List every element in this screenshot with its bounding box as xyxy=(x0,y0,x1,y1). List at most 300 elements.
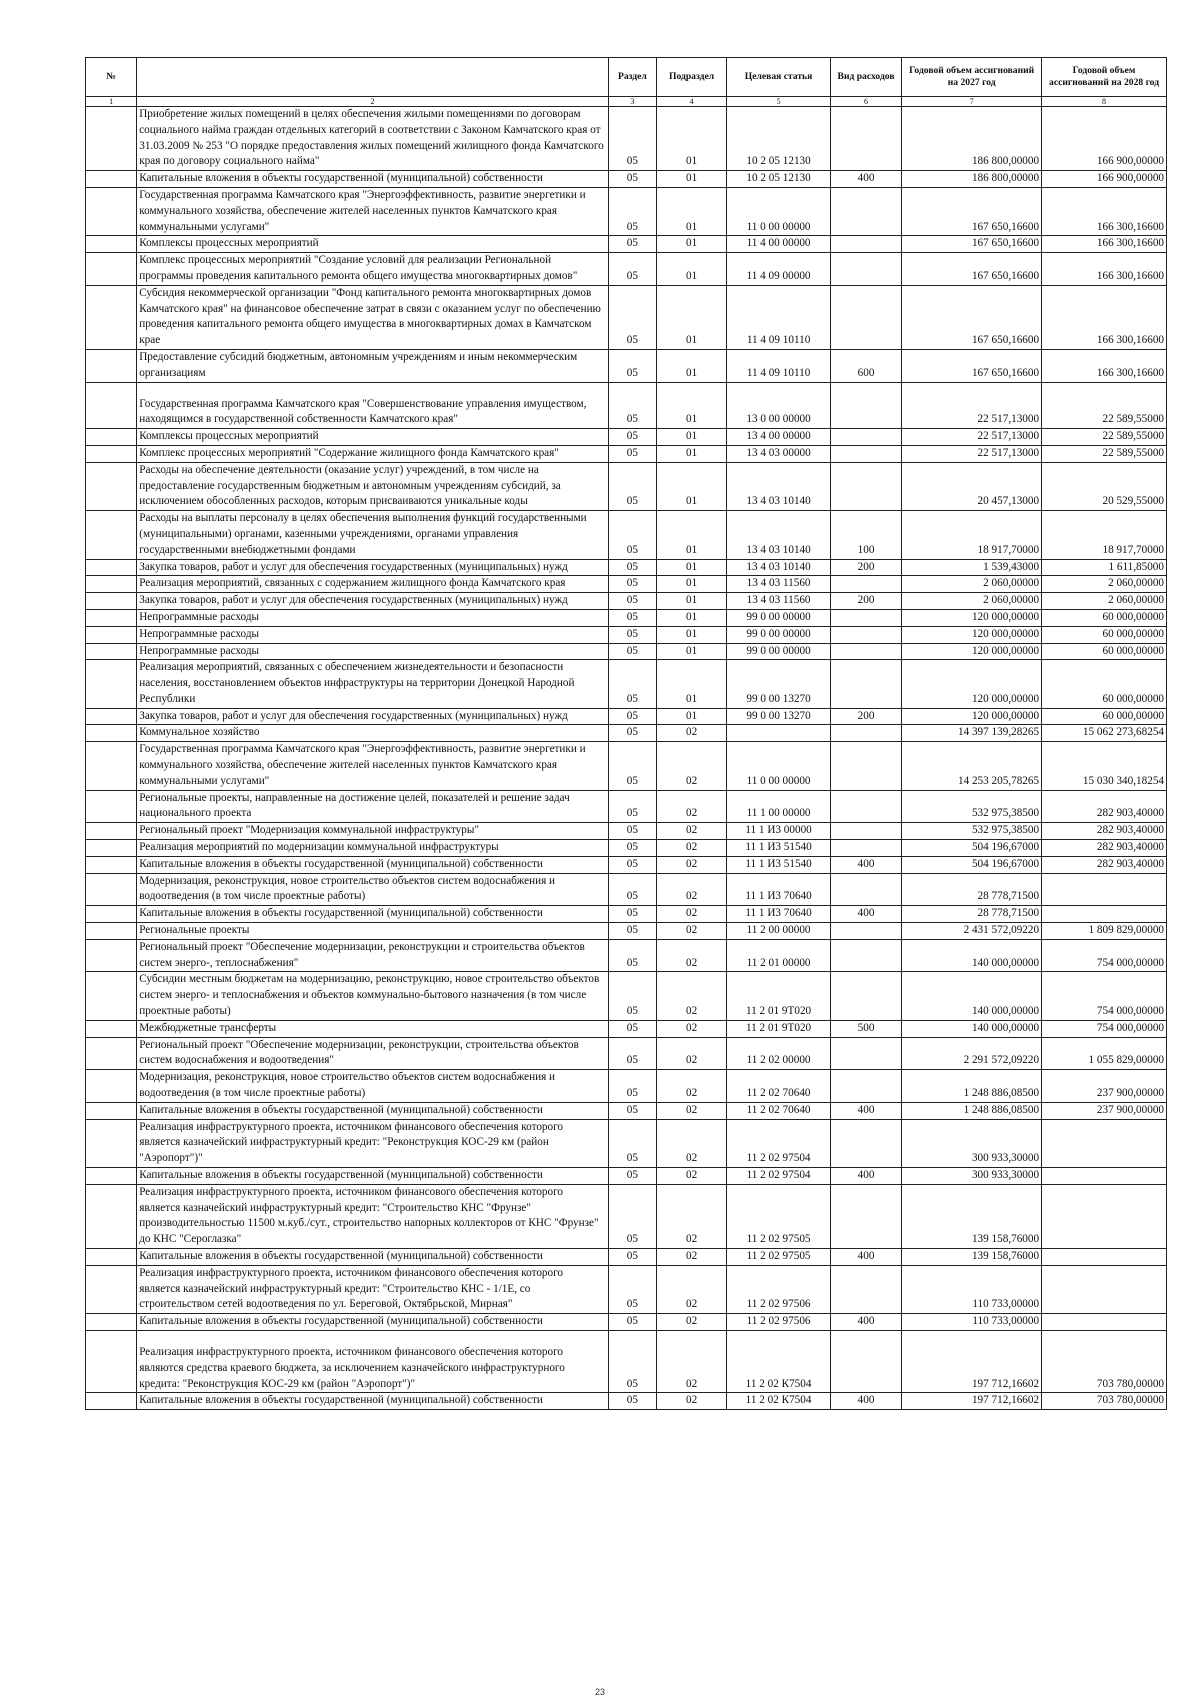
row-podrazdel-cell: 02 xyxy=(656,1119,726,1167)
row-target-cell: 13 4 03 10140 xyxy=(727,511,831,559)
row-2028-cell: 282 903,40000 xyxy=(1042,823,1167,840)
row-vid-cell xyxy=(830,626,901,643)
row-2028-cell: 15 030 340,18254 xyxy=(1042,742,1167,790)
table-row xyxy=(86,462,1167,510)
row-podrazdel-cell: 02 xyxy=(656,1330,726,1392)
row-razdel-cell: 05 xyxy=(608,873,656,906)
row-podrazdel-cell: 01 xyxy=(656,285,726,349)
row-2027-cell: 28 778,71500 xyxy=(902,873,1042,906)
row-target-cell: 11 2 02 70640 xyxy=(727,1070,831,1103)
row-target-cell: 13 0 00 00000 xyxy=(727,382,831,429)
row-2027-cell: 139 158,76000 xyxy=(902,1248,1042,1265)
row-2027-cell: 120 000,00000 xyxy=(902,660,1042,708)
row-razdel-cell: 05 xyxy=(608,742,656,790)
row-2028-cell: 237 900,00000 xyxy=(1042,1070,1167,1103)
row-number-cell xyxy=(86,1119,137,1167)
row-2028-cell: 166 300,16600 xyxy=(1042,285,1167,349)
row-number-cell xyxy=(86,660,137,708)
table-row xyxy=(86,873,1167,906)
row-target-cell: 13 4 00 00000 xyxy=(727,429,831,446)
col-number: 4 xyxy=(656,97,726,107)
row-podrazdel-cell: 01 xyxy=(656,253,726,286)
row-2027-cell: 167 650,16600 xyxy=(902,253,1042,286)
row-name-cell: Модернизация, реконструкция, новое строительство объектов систем водоснабжения и водоотведения (в том числе проектные работы) xyxy=(137,1070,609,1103)
row-2028-cell xyxy=(1042,1265,1167,1313)
row-target-cell: 13 4 03 10140 xyxy=(727,462,831,510)
row-podrazdel-cell: 01 xyxy=(656,187,726,235)
row-razdel-cell: 05 xyxy=(608,643,656,660)
row-razdel-cell: 05 xyxy=(608,1265,656,1313)
row-number-cell xyxy=(86,972,137,1020)
row-podrazdel-cell: 01 xyxy=(656,107,726,171)
table-row xyxy=(86,972,1167,1020)
row-target-cell: 99 0 00 13270 xyxy=(727,660,831,708)
row-2027-cell: 167 650,16600 xyxy=(902,187,1042,235)
row-podrazdel-cell: 01 xyxy=(656,511,726,559)
row-number-cell xyxy=(86,1020,137,1037)
row-podrazdel-cell: 02 xyxy=(656,1248,726,1265)
row-podrazdel-cell: 02 xyxy=(656,1168,726,1185)
row-2028-cell: 60 000,00000 xyxy=(1042,660,1167,708)
row-razdel-cell: 05 xyxy=(608,708,656,725)
row-2028-cell xyxy=(1042,906,1167,923)
row-2027-cell: 167 650,16600 xyxy=(902,236,1042,253)
row-razdel-cell: 05 xyxy=(608,1119,656,1167)
row-name-cell: Реализация мероприятий по модернизации коммунальной инфраструктуры xyxy=(137,840,609,857)
row-vid-cell xyxy=(830,1070,901,1103)
row-number-cell xyxy=(86,708,137,725)
row-razdel-cell: 05 xyxy=(608,1070,656,1103)
row-razdel-cell: 05 xyxy=(608,349,656,382)
row-target-cell xyxy=(727,725,831,742)
row-name-cell: Реализация мероприятий, связанных с содержанием жилищного фонда Камчатского края xyxy=(137,576,609,593)
row-2028-cell: 166 300,16600 xyxy=(1042,236,1167,253)
row-number-cell xyxy=(86,873,137,906)
table-row xyxy=(86,856,1167,873)
row-2027-cell: 197 712,16602 xyxy=(902,1393,1042,1410)
row-2028-cell: 166 300,16600 xyxy=(1042,349,1167,382)
row-vid-cell xyxy=(830,382,901,429)
table-row xyxy=(86,1265,1167,1313)
row-podrazdel-cell: 02 xyxy=(656,906,726,923)
row-podrazdel-cell: 02 xyxy=(656,1393,726,1410)
row-podrazdel-cell: 01 xyxy=(656,593,726,610)
row-name-cell: Закупка товаров, работ и услуг для обеспечения государственных (муниципальных) нужд xyxy=(137,593,609,610)
row-name-cell: Расходы на выплаты персоналу в целях обеспечения выполнения функций государственными (муниципальными) органами, казенными учреждениями, органами управления государственными внебюджетными фондами xyxy=(137,511,609,559)
row-target-cell: 11 2 01 00000 xyxy=(727,939,831,972)
row-vid-cell xyxy=(830,576,901,593)
row-number-cell xyxy=(86,742,137,790)
row-target-cell: 11 2 01 9Т020 xyxy=(727,1020,831,1037)
row-2028-cell: 1 809 829,00000 xyxy=(1042,923,1167,940)
table-row xyxy=(86,708,1167,725)
row-name-cell: Субсидии местным бюджетам на модернизацию, реконструкцию, новое строительство объектов систем энерго- и теплоснабжения и объектов коммунально-бытового назначения (в том числе проектные работы) xyxy=(137,972,609,1020)
row-2028-cell: 1 055 829,00000 xyxy=(1042,1037,1167,1070)
col-number: 2 xyxy=(137,97,609,107)
table-row xyxy=(86,790,1167,823)
row-name-cell: Межбюджетные трансферты xyxy=(137,1020,609,1037)
row-vid-cell xyxy=(830,742,901,790)
table-row xyxy=(86,725,1167,742)
row-vid-cell xyxy=(830,1184,901,1248)
table-row xyxy=(86,285,1167,349)
header-podrazdel: Подраздел xyxy=(656,58,726,97)
table-row xyxy=(86,1248,1167,1265)
table-row xyxy=(86,171,1167,188)
row-podrazdel-cell: 02 xyxy=(656,1102,726,1119)
row-number-cell xyxy=(86,856,137,873)
row-2028-cell: 60 000,00000 xyxy=(1042,609,1167,626)
row-2028-cell xyxy=(1042,1119,1167,1167)
row-podrazdel-cell: 01 xyxy=(656,429,726,446)
row-vid-cell: 200 xyxy=(830,593,901,610)
row-2027-cell: 110 733,00000 xyxy=(902,1314,1042,1331)
row-number-cell xyxy=(86,1184,137,1248)
row-2027-cell: 120 000,00000 xyxy=(902,643,1042,660)
row-target-cell: 13 4 03 10140 xyxy=(727,559,831,576)
row-name-cell: Непрограммные расходы xyxy=(137,609,609,626)
row-vid-cell: 400 xyxy=(830,171,901,188)
row-target-cell: 99 0 00 00000 xyxy=(727,626,831,643)
row-razdel-cell: 05 xyxy=(608,382,656,429)
row-2027-cell: 120 000,00000 xyxy=(902,708,1042,725)
row-target-cell: 13 4 03 11560 xyxy=(727,593,831,610)
header-vid: Вид расходов xyxy=(830,58,901,97)
row-2028-cell: 1 611,85000 xyxy=(1042,559,1167,576)
row-razdel-cell: 05 xyxy=(608,171,656,188)
row-vid-cell xyxy=(830,660,901,708)
row-podrazdel-cell: 02 xyxy=(656,856,726,873)
row-vid-cell: 400 xyxy=(830,1248,901,1265)
table-row xyxy=(86,253,1167,286)
row-vid-cell xyxy=(830,429,901,446)
header-target: Целевая статья xyxy=(727,58,831,97)
row-number-cell xyxy=(86,643,137,660)
budget-table-sheet xyxy=(85,57,1167,1410)
row-number-cell xyxy=(86,429,137,446)
row-2028-cell: 237 900,00000 xyxy=(1042,1102,1167,1119)
row-2027-cell: 2 060,00000 xyxy=(902,593,1042,610)
row-2028-cell: 22 589,55000 xyxy=(1042,429,1167,446)
row-target-cell: 11 2 00 00000 xyxy=(727,923,831,940)
row-2027-cell: 140 000,00000 xyxy=(902,1020,1042,1037)
row-target-cell: 11 2 02 97506 xyxy=(727,1265,831,1313)
row-vid-cell xyxy=(830,107,901,171)
row-podrazdel-cell: 02 xyxy=(656,1314,726,1331)
row-number-cell xyxy=(86,1102,137,1119)
row-razdel-cell: 05 xyxy=(608,187,656,235)
row-target-cell: 11 4 09 00000 xyxy=(727,253,831,286)
row-name-cell: Капитальные вложения в объекты государственной (муниципальной) собственности xyxy=(137,1248,609,1265)
row-target-cell: 11 2 02 97504 xyxy=(727,1168,831,1185)
row-razdel-cell: 05 xyxy=(608,576,656,593)
row-2028-cell: 22 589,55000 xyxy=(1042,445,1167,462)
table-row xyxy=(86,187,1167,235)
row-name-cell: Субсидия некоммерческой организации "Фонд капитального ремонта многоквартирных домов Камчатского края" на финансовое обеспечение затрат в связи с оказанием услуг по обеспечению проведения капитального ремонта общего имущества в многоквартирных домах в Камчатском крае xyxy=(137,285,609,349)
row-podrazdel-cell: 01 xyxy=(656,576,726,593)
row-target-cell: 11 2 02 97505 xyxy=(727,1184,831,1248)
row-razdel-cell: 05 xyxy=(608,1314,656,1331)
row-number-cell xyxy=(86,107,137,171)
row-2028-cell: 282 903,40000 xyxy=(1042,790,1167,823)
row-target-cell: 99 0 00 13270 xyxy=(727,708,831,725)
row-2027-cell: 22 517,13000 xyxy=(902,445,1042,462)
row-target-cell: 11 4 00 00000 xyxy=(727,236,831,253)
row-name-cell: Закупка товаров, работ и услуг для обеспечения государственных (муниципальных) нужд xyxy=(137,708,609,725)
row-razdel-cell: 05 xyxy=(608,236,656,253)
row-podrazdel-cell: 02 xyxy=(656,939,726,972)
row-number-cell xyxy=(86,511,137,559)
header-name xyxy=(137,58,609,97)
row-2027-cell: 532 975,38500 xyxy=(902,790,1042,823)
row-number-cell xyxy=(86,236,137,253)
row-name-cell: Реализация инфраструктурного проекта, источником финансового обеспечения которого является казначейский инфраструктурный кредит: "Строительство КНС "Фрунзе" производительностью 11500 м.куб./сут., строительство напорных коллекторов от КНС "Фрунзе" до КНС "Сероглазка" xyxy=(137,1184,609,1248)
row-2027-cell: 120 000,00000 xyxy=(902,609,1042,626)
row-2027-cell: 167 650,16600 xyxy=(902,285,1042,349)
row-2028-cell xyxy=(1042,1184,1167,1248)
row-vid-cell xyxy=(830,643,901,660)
row-number-cell xyxy=(86,1265,137,1313)
table-row xyxy=(86,923,1167,940)
row-number-cell xyxy=(86,1070,137,1103)
row-name-cell: Реализация инфраструктурного проекта, источником финансового обеспечения которого являются средства краевого бюджета, за исключением казначейского инфраструктурного кредита: "Реконструкция КОС-29 км (район "Аэропорт")" xyxy=(137,1330,609,1392)
column-number-row xyxy=(86,97,1167,107)
row-2028-cell: 60 000,00000 xyxy=(1042,643,1167,660)
col-number: 6 xyxy=(830,97,901,107)
row-name-cell: Реализация мероприятий, связанных с обеспечением жизнедеятельности и безопасности населения, восстановлением объектов инфраструктуры на территории Донецкой Народной Республики xyxy=(137,660,609,708)
row-number-cell xyxy=(86,382,137,429)
row-2028-cell: 703 780,00000 xyxy=(1042,1393,1167,1410)
row-vid-cell xyxy=(830,1265,901,1313)
row-podrazdel-cell: 01 xyxy=(656,349,726,382)
row-vid-cell: 400 xyxy=(830,1314,901,1331)
table-row xyxy=(86,445,1167,462)
row-number-cell xyxy=(86,823,137,840)
row-razdel-cell: 05 xyxy=(608,593,656,610)
row-razdel-cell: 05 xyxy=(608,923,656,940)
row-number-cell xyxy=(86,285,137,349)
row-target-cell: 13 4 03 11560 xyxy=(727,576,831,593)
table-row xyxy=(86,1119,1167,1167)
row-razdel-cell: 05 xyxy=(608,559,656,576)
row-vid-cell: 400 xyxy=(830,1102,901,1119)
row-podrazdel-cell: 01 xyxy=(656,236,726,253)
row-razdel-cell: 05 xyxy=(608,253,656,286)
row-number-cell xyxy=(86,1314,137,1331)
table-row xyxy=(86,382,1167,429)
col-number: 5 xyxy=(727,97,831,107)
col-number: 3 xyxy=(608,97,656,107)
row-podrazdel-cell: 01 xyxy=(656,643,726,660)
row-2028-cell: 18 917,70000 xyxy=(1042,511,1167,559)
row-name-cell: Капитальные вложения в объекты государственной (муниципальной) собственности xyxy=(137,171,609,188)
row-razdel-cell: 05 xyxy=(608,1168,656,1185)
row-podrazdel-cell: 01 xyxy=(656,462,726,510)
header-row xyxy=(86,58,1167,97)
table-row xyxy=(86,576,1167,593)
table-row xyxy=(86,1168,1167,1185)
row-razdel-cell: 05 xyxy=(608,1184,656,1248)
row-razdel-cell: 05 xyxy=(608,1330,656,1392)
table-row xyxy=(86,1037,1167,1070)
row-2028-cell: 166 300,16600 xyxy=(1042,253,1167,286)
table-row xyxy=(86,626,1167,643)
row-number-cell xyxy=(86,1393,137,1410)
row-2028-cell: 703 780,00000 xyxy=(1042,1330,1167,1392)
row-2028-cell: 60 000,00000 xyxy=(1042,708,1167,725)
row-vid-cell: 400 xyxy=(830,1393,901,1410)
row-name-cell: Коммунальное хозяйство xyxy=(137,725,609,742)
row-vid-cell: 200 xyxy=(830,559,901,576)
row-podrazdel-cell: 02 xyxy=(656,1265,726,1313)
row-target-cell: 10 2 05 12130 xyxy=(727,171,831,188)
row-2027-cell: 120 000,00000 xyxy=(902,626,1042,643)
row-target-cell: 11 2 02 00000 xyxy=(727,1037,831,1070)
row-podrazdel-cell: 01 xyxy=(656,559,726,576)
row-2028-cell: 754 000,00000 xyxy=(1042,1020,1167,1037)
row-podrazdel-cell: 02 xyxy=(656,1020,726,1037)
row-number-cell xyxy=(86,609,137,626)
row-podrazdel-cell: 01 xyxy=(656,609,726,626)
row-podrazdel-cell: 01 xyxy=(656,445,726,462)
row-target-cell: 11 2 02 97505 xyxy=(727,1248,831,1265)
row-name-cell: Капитальные вложения в объекты государственной (муниципальной) собственности xyxy=(137,1314,609,1331)
col-number: 8 xyxy=(1042,97,1167,107)
row-podrazdel-cell: 01 xyxy=(656,626,726,643)
header-2028: Годовой объем ассигнований на 2028 год xyxy=(1042,58,1167,97)
row-podrazdel-cell: 02 xyxy=(656,1070,726,1103)
row-name-cell: Предоставление субсидий бюджетным, автономным учреждениям и иным некоммерческим организациям xyxy=(137,349,609,382)
row-2028-cell: 166 900,00000 xyxy=(1042,107,1167,171)
row-vid-cell: 400 xyxy=(830,856,901,873)
row-2027-cell: 20 457,13000 xyxy=(902,462,1042,510)
row-target-cell: 11 2 02 К7504 xyxy=(727,1393,831,1410)
row-vid-cell xyxy=(830,1119,901,1167)
row-name-cell: Модернизация, реконструкция, новое строительство объектов систем водоснабжения и водоотведения (в том числе проектные работы) xyxy=(137,873,609,906)
row-target-cell: 11 1 И3 51540 xyxy=(727,840,831,857)
row-number-cell xyxy=(86,187,137,235)
row-name-cell: Непрограммные расходы xyxy=(137,643,609,660)
row-vid-cell xyxy=(830,939,901,972)
row-razdel-cell: 05 xyxy=(608,511,656,559)
header-num: № xyxy=(86,58,137,97)
row-2027-cell: 14 253 205,78265 xyxy=(902,742,1042,790)
row-name-cell: Региональные проекты xyxy=(137,923,609,940)
row-name-cell: Реализация инфраструктурного проекта, источником финансового обеспечения которого является казначейский инфраструктурный кредит: "Реконструкция КОС-29 км (район "Аэропорт")" xyxy=(137,1119,609,1167)
row-vid-cell xyxy=(830,1330,901,1392)
row-2027-cell: 504 196,67000 xyxy=(902,856,1042,873)
table-row xyxy=(86,939,1167,972)
row-vid-cell: 400 xyxy=(830,1168,901,1185)
row-name-cell: Капитальные вложения в объекты государственной (муниципальной) собственности xyxy=(137,856,609,873)
row-name-cell: Государственная программа Камчатского края "Энергоэффективность, развитие энергетики и коммунального хозяйства, обеспечение жителей населенных пунктов Камчатского края коммунальными услугами" xyxy=(137,187,609,235)
row-number-cell xyxy=(86,253,137,286)
row-2027-cell: 532 975,38500 xyxy=(902,823,1042,840)
row-razdel-cell: 05 xyxy=(608,660,656,708)
table-row xyxy=(86,559,1167,576)
row-number-cell xyxy=(86,939,137,972)
row-target-cell: 11 1 И3 00000 xyxy=(727,823,831,840)
row-razdel-cell: 05 xyxy=(608,790,656,823)
row-razdel-cell: 05 xyxy=(608,725,656,742)
row-2027-cell: 110 733,00000 xyxy=(902,1265,1042,1313)
table-row xyxy=(86,429,1167,446)
table-row xyxy=(86,1393,1167,1410)
row-name-cell: Капитальные вложения в объекты государственной (муниципальной) собственности xyxy=(137,1168,609,1185)
row-vid-cell xyxy=(830,923,901,940)
header-2027: Годовой объем ассигнований на 2027 год xyxy=(902,58,1042,97)
row-vid-cell xyxy=(830,609,901,626)
row-2027-cell: 140 000,00000 xyxy=(902,972,1042,1020)
row-number-cell xyxy=(86,593,137,610)
row-2027-cell: 22 517,13000 xyxy=(902,429,1042,446)
row-razdel-cell: 05 xyxy=(608,906,656,923)
row-2027-cell: 18 917,70000 xyxy=(902,511,1042,559)
row-podrazdel-cell: 02 xyxy=(656,1184,726,1248)
row-razdel-cell: 05 xyxy=(608,445,656,462)
row-target-cell: 10 2 05 12130 xyxy=(727,107,831,171)
row-podrazdel-cell: 01 xyxy=(656,171,726,188)
row-2027-cell: 2 431 572,09220 xyxy=(902,923,1042,940)
row-razdel-cell: 05 xyxy=(608,856,656,873)
row-number-cell xyxy=(86,462,137,510)
header-razdel: Раздел xyxy=(608,58,656,97)
row-2028-cell xyxy=(1042,1168,1167,1185)
row-target-cell: 11 1 И3 70640 xyxy=(727,873,831,906)
row-podrazdel-cell: 02 xyxy=(656,923,726,940)
row-2027-cell: 186 800,00000 xyxy=(902,171,1042,188)
row-name-cell: Государственная программа Камчатского края "Энергоэффективность, развитие энергетики и коммунального хозяйства, обеспечение жителей населенных пунктов Камчатского края коммунальными услугами" xyxy=(137,742,609,790)
row-2027-cell: 300 933,30000 xyxy=(902,1119,1042,1167)
row-2028-cell: 754 000,00000 xyxy=(1042,939,1167,972)
row-razdel-cell: 05 xyxy=(608,1037,656,1070)
row-razdel-cell: 05 xyxy=(608,1020,656,1037)
row-target-cell: 13 4 03 00000 xyxy=(727,445,831,462)
col-number: 1 xyxy=(86,97,137,107)
row-2028-cell: 60 000,00000 xyxy=(1042,626,1167,643)
row-razdel-cell: 05 xyxy=(608,609,656,626)
table-row xyxy=(86,840,1167,857)
row-2027-cell: 139 158,76000 xyxy=(902,1184,1042,1248)
row-2028-cell: 282 903,40000 xyxy=(1042,856,1167,873)
row-number-cell xyxy=(86,576,137,593)
row-2028-cell: 754 000,00000 xyxy=(1042,972,1167,1020)
row-vid-cell xyxy=(830,823,901,840)
row-vid-cell: 100 xyxy=(830,511,901,559)
row-target-cell: 99 0 00 00000 xyxy=(727,609,831,626)
table-row xyxy=(86,107,1167,171)
row-number-cell xyxy=(86,840,137,857)
row-number-cell xyxy=(86,1248,137,1265)
row-name-cell: Государственная программа Камчатского края "Совершенствование управления имуществом, находящимся в государственной собственности Камчатского края" xyxy=(137,382,609,429)
table-row xyxy=(86,906,1167,923)
row-razdel-cell: 05 xyxy=(608,840,656,857)
row-2027-cell: 186 800,00000 xyxy=(902,107,1042,171)
row-name-cell: Непрограммные расходы xyxy=(137,626,609,643)
row-vid-cell xyxy=(830,445,901,462)
table-row xyxy=(86,660,1167,708)
table-body xyxy=(86,107,1167,1410)
row-2027-cell: 2 291 572,09220 xyxy=(902,1037,1042,1070)
row-2028-cell: 20 529,55000 xyxy=(1042,462,1167,510)
row-number-cell xyxy=(86,923,137,940)
row-podrazdel-cell: 02 xyxy=(656,742,726,790)
row-podrazdel-cell: 02 xyxy=(656,823,726,840)
row-vid-cell xyxy=(830,236,901,253)
row-name-cell: Реализация инфраструктурного проекта, источником финансового обеспечения которого является казначейский инфраструктурный кредит: "Строительство КНС - 1/1Е, со строительством сетей водоотведения по ул. Береговой, Октябрьской, Мирная" xyxy=(137,1265,609,1313)
row-name-cell: Комплексы процессных мероприятий xyxy=(137,429,609,446)
row-2028-cell xyxy=(1042,873,1167,906)
